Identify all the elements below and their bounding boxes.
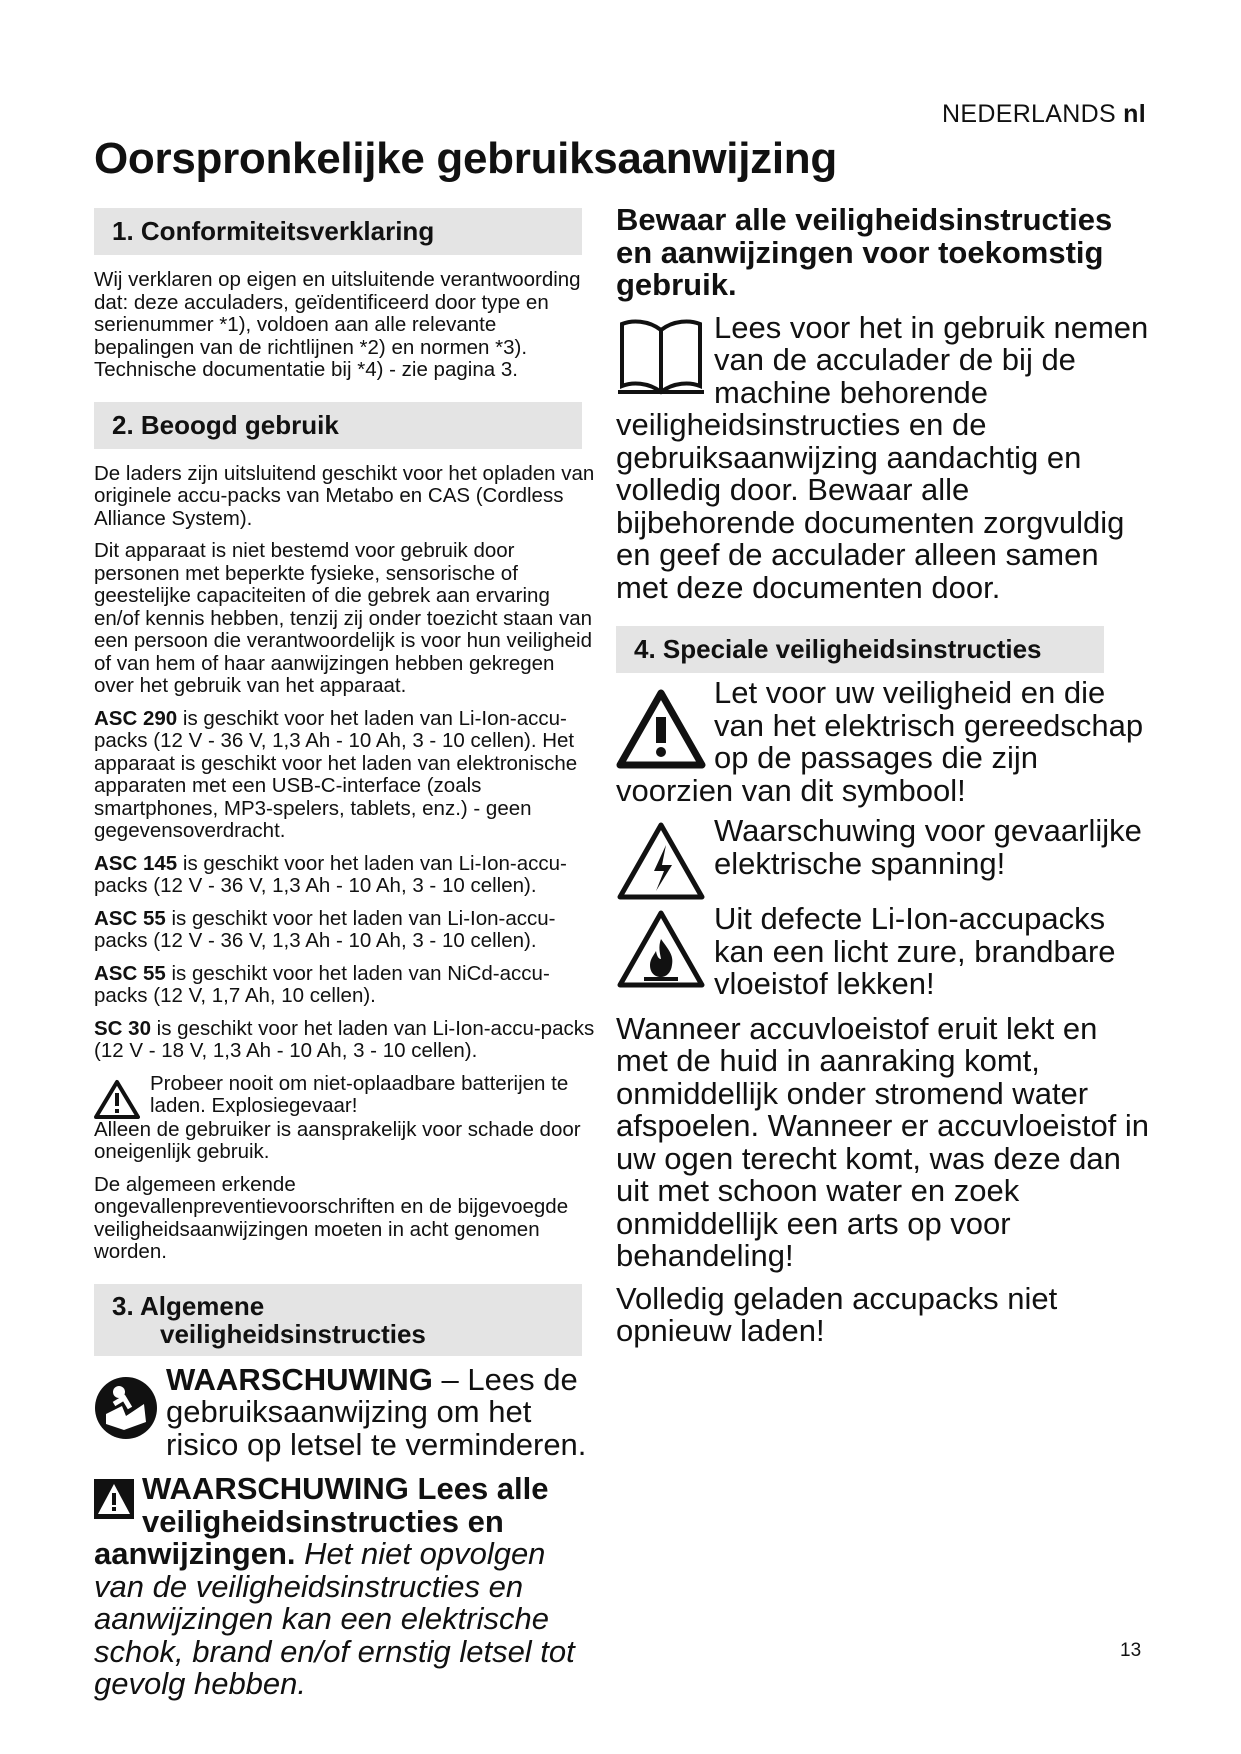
open-book-icon bbox=[616, 316, 706, 398]
intended-use-p1: De laders zijn uitsluitend geschikt voor het opladen van originele accu-packs van Metabo en CAS (Cordless Alliance System). bbox=[94, 461, 595, 530]
asc55-liion-text: is geschikt voor het laden van Li-Ion-accu-packs (12 V - 36 V, 1,3 Ah - 10 Ah, 3 - 10 cellen). bbox=[94, 906, 556, 952]
section-3-heading-number: 3. Algemene bbox=[112, 1290, 265, 1321]
asc290-paragraph bbox=[94, 708, 596, 843]
read-all-warning-text bbox=[94, 1473, 596, 1701]
manual-warning bbox=[94, 1361, 596, 1462]
sc30-paragraph bbox=[94, 1018, 596, 1063]
section-3-heading bbox=[94, 1284, 582, 1356]
attention-symbol-note bbox=[616, 677, 1156, 807]
leak-warning-text: Uit defecte Li-Ion-accupacks kan een licht zure, brandbare vloeistof lekken! bbox=[714, 901, 1116, 1001]
voltage-warning bbox=[616, 815, 1156, 901]
section-2-heading: 2. Beoogd gebruik bbox=[94, 402, 582, 449]
asc145-text: is geschikt voor het laden van Li-Ion-accu-packs (12 V - 36 V, 1,3 Ah - 10 Ah, 3 - 10 cellen). bbox=[94, 851, 567, 897]
skin-contact-text: Wanneer accuvloeistof eruit lekt en met de huid in aanraking komt, onmiddellijk onder stromend water afspoelen. Wanneer er accuvloeistof in uw ogen terecht komt, was deze dan uit met schoon water en zoek onmiddellijk een arts op voor behandeling! bbox=[616, 1010, 1150, 1273]
read-all-warning-italic: Het niet opvolgen van de veiligheidsinstructies en aanwijzingen kan een elektrische schok, brand en/of ernstig letsel tot gevolg hebben. bbox=[94, 1536, 575, 1701]
asc290-model: ASC 290 bbox=[94, 706, 178, 730]
read-all-warning-bold: WAARSCHUWING Lees alle veiligheidsinstructies en aanwijzingen. bbox=[94, 1471, 549, 1571]
asc55-nicd-model: ASC 55 bbox=[94, 961, 166, 985]
asc145-paragraph bbox=[94, 853, 596, 898]
asc145-model: ASC 145 bbox=[94, 851, 178, 875]
read-manual-icon bbox=[94, 1376, 158, 1440]
page-number: 13 bbox=[1120, 1640, 1142, 1661]
section-4-heading: 4. Speciale veiligheidsinstructies bbox=[616, 626, 1104, 673]
left-column bbox=[94, 208, 596, 1701]
read-before-use bbox=[616, 309, 1156, 605]
keep-instructions-text: Bewaar alle veiligheidsinstructies en aanwijzingen voor toekomstig gebruik. bbox=[616, 202, 1113, 302]
sc30-model: SC 30 bbox=[94, 1016, 151, 1040]
section-3-heading-rest: veiligheidsinstructies bbox=[160, 1318, 426, 1349]
voltage-warning-text: Waarschuwing voor gevaarlijke elektrische spanning! bbox=[714, 813, 1142, 881]
general-rules-text: De algemeen erkende ongevallenpreventievoorschriften en de bijgevoegde veiligheidsaanwijzingen moeten in acht genomen worden. bbox=[94, 1172, 569, 1263]
battery-warning-text: Probeer nooit om niet-oplaadbare batterijen te laden. Explosiegevaar! bbox=[150, 1071, 569, 1117]
asc55-nicd-text: is geschikt voor het laden van NiCd-accu-packs (12 V, 1,7 Ah, 10 cellen). bbox=[94, 961, 550, 1007]
asc290-text: is geschikt voor het laden van Li-Ion-accu-packs (12 V - 36 V, 1,3 Ah - 10 Ah, 3 - 10 cellen). Het apparaat is geschikt voor het laden van elektronische apparaten met een USB-C-interface (zoals smartphones, MP3-spelers, tablets, enz.) - geen gegevensoverdracht. bbox=[94, 706, 578, 842]
read-before-use-text: Lees voor het in gebruik nemen van de acculader de bij de machine behorende veiligheidsinstructies en de gebruiksaanwijzing aandachtig en volledig door. Bewaar alle bijbehorende documenten zorgvuldig en geef de acculader alleen samen met deze documenten door. bbox=[616, 309, 1149, 605]
asc55-liion-model: ASC 55 bbox=[94, 906, 166, 930]
section-1-heading: 1. Conformiteitsverklaring bbox=[94, 208, 582, 255]
right-column bbox=[616, 196, 1156, 1348]
asc55-liion-paragraph bbox=[94, 908, 596, 953]
read-all-warning bbox=[94, 1473, 596, 1701]
language-label bbox=[870, 100, 1146, 129]
attention-triangle-icon bbox=[616, 689, 706, 769]
high-voltage-icon bbox=[616, 821, 706, 901]
full-charge-text: Volledig geladen accupacks niet opnieuw laden! bbox=[616, 1280, 1058, 1348]
user-liability-text: Alleen de gebruiker is aansprakelijk voor schade door oneigenlijk gebruik. bbox=[94, 1117, 581, 1163]
sc30-text: is geschikt voor het laden van Li-Ion-accu-packs (12 V - 18 V, 1,3 Ah - 10 Ah, 3 - 10 cellen). bbox=[94, 1016, 595, 1062]
manual-warning-rest: – Lees de gebruiksaanwijzing om het risico op letsel te verminderen. bbox=[166, 1361, 587, 1462]
warning-triangle-icon bbox=[94, 1079, 140, 1119]
attention-text: Let voor uw veiligheid en die van het elektrisch gereedschap op de passages die zijn voorzien van dit symbool! bbox=[616, 675, 1144, 808]
intended-use-p2: Dit apparaat is niet bestemd voor gebruik door personen met beperkte fysieke, sensorische of geestelijke capaciteiten of die gebrek aan ervaring en/of kennis hebben, tenzij zij onder toezicht staan van een persoon die verantwoordelijk is voor hun veiligheid of van hem of haar aanwijzingen hebben gekregen over het gebruik van het apparaat. bbox=[94, 539, 593, 697]
warning-box-icon bbox=[94, 1479, 134, 1519]
language-code: nl bbox=[1123, 100, 1146, 128]
battery-warning bbox=[94, 1073, 596, 1119]
manual-warning-text bbox=[94, 1361, 596, 1462]
leak-warning bbox=[616, 903, 1156, 1001]
manual-warning-bold: WAARSCHUWING bbox=[166, 1361, 433, 1397]
asc55-nicd-paragraph bbox=[94, 963, 596, 1008]
conformity-text: Wij verklaren op eigen en uitsluitende verantwoording dat: deze acculaders, geïdentificeerd door type en serienummer *1), voldoen aan alle relevante bepalingen van de richtlijnen *2) en normen *3). Technische documentatie bij *4) - zie pagina 3. bbox=[94, 268, 581, 381]
flammable-icon bbox=[616, 909, 706, 989]
page-title: Oorspronkelijke gebruiksaanwijzing bbox=[94, 134, 837, 183]
language-name: NEDERLANDS bbox=[942, 100, 1116, 128]
